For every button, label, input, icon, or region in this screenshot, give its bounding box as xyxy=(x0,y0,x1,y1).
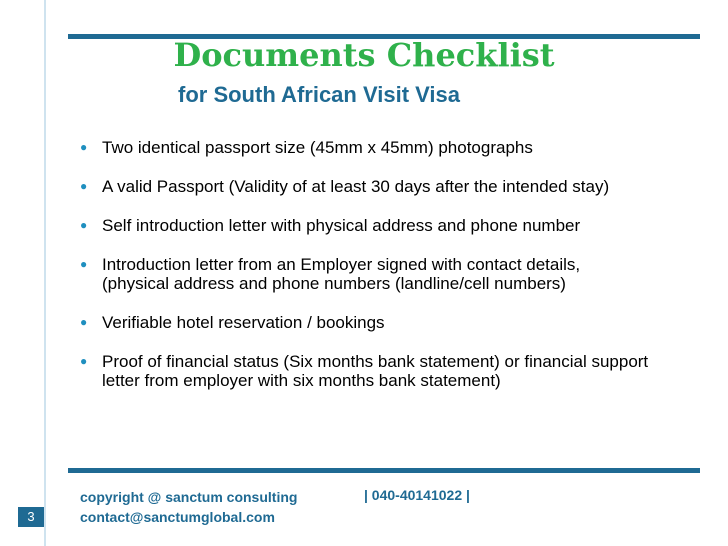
bullet-icon: ● xyxy=(80,354,88,368)
checklist-item-text: Two identical passport size (45mm x 45mm) photographs xyxy=(102,138,533,157)
checklist-item xyxy=(78,138,688,157)
page-number: 3 xyxy=(18,507,44,527)
footer-phone: | 040-40141022 | xyxy=(364,487,470,503)
bullet-icon: ● xyxy=(80,315,88,329)
checklist-item xyxy=(78,216,688,235)
bullet-icon: ● xyxy=(80,179,88,193)
checklist-item xyxy=(78,313,688,332)
checklist-item-text: Self introduction letter with physical address and phone number xyxy=(102,216,581,235)
slide-title: Documents Checklist xyxy=(173,36,555,74)
footer-copyright: copyright @ sanctum consulting xyxy=(80,489,298,505)
checklist xyxy=(78,138,688,390)
left-border-line xyxy=(44,0,46,546)
slide-subtitle: for South African Visit Visa xyxy=(178,82,460,107)
checklist-item xyxy=(78,177,688,196)
checklist-item-text: Proof of financial status (Six months bank statement) or financial support letter from employer with six months bank statement) xyxy=(102,352,649,390)
checklist-item xyxy=(78,255,622,293)
bullet-icon: ● xyxy=(80,140,88,154)
footer-email: contact@sanctumglobal.com xyxy=(80,509,275,525)
bullet-icon: ● xyxy=(80,218,88,232)
bullet-icon: ● xyxy=(80,257,88,271)
checklist-item-text: A valid Passport (Validity of at least 30 days after the intended stay) xyxy=(102,177,610,196)
footer-contact xyxy=(80,487,297,527)
checklist-item-text: Verifiable hotel reservation / bookings xyxy=(102,313,385,332)
checklist-item xyxy=(78,352,682,390)
bottom-divider xyxy=(68,468,700,473)
checklist-item-text: Introduction letter from an Employer signed with contact details, (physical address and phone numbers (landline/cell numbers) xyxy=(102,255,581,293)
